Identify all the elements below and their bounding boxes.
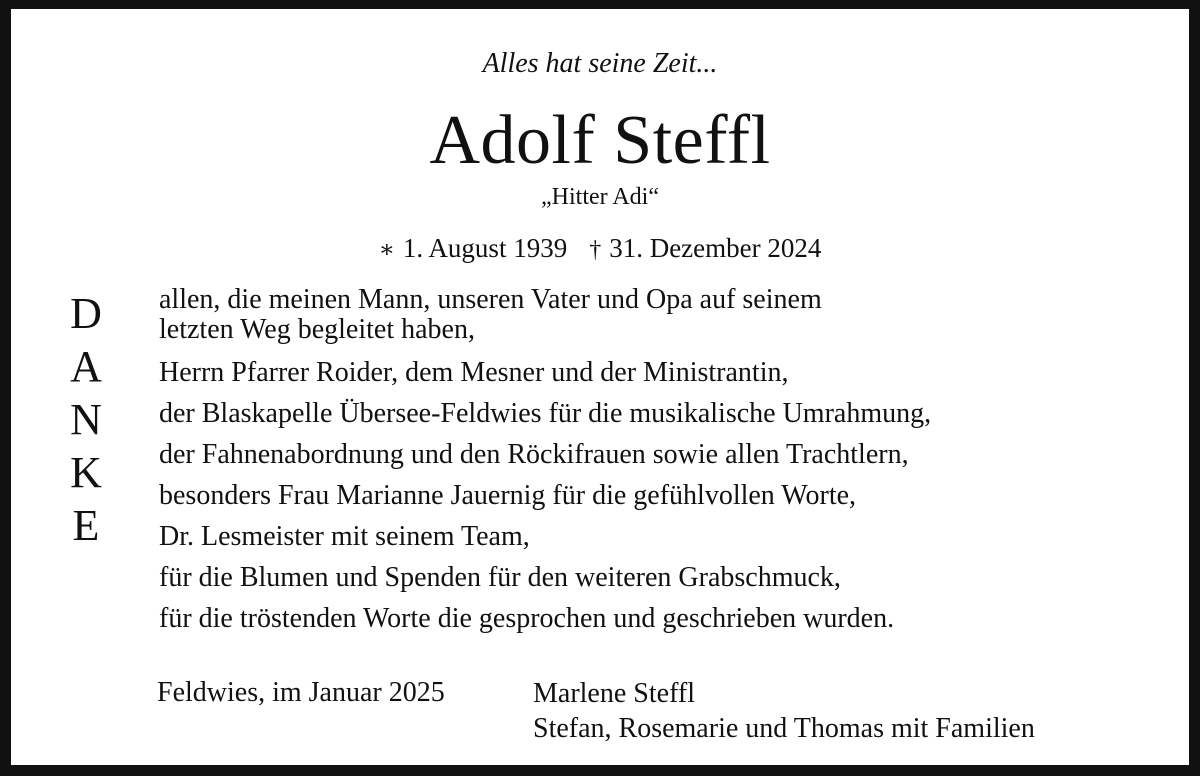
danke-letter: A: [70, 342, 102, 391]
danke-letter: N: [70, 395, 102, 444]
life-dates: [11, 231, 1189, 267]
thanks-line: allen, die meinen Mann, unseren Vater und Opa auf seinem: [159, 284, 822, 315]
signers: [533, 676, 1035, 746]
thanks-line: besonders Frau Marianne Jauernig für die gefühlvollen Worte,: [159, 480, 857, 511]
deceased-name: Adolf Steffl: [429, 102, 771, 179]
thanks-line: Herrn Pfarrer Roider, dem Mesner und der Ministrantin,: [159, 357, 789, 388]
thanks-line: letzten Weg begleitet haben,: [159, 314, 475, 345]
place-date: Feldwies, im Januar 2025: [157, 677, 445, 708]
danke-vertical: [61, 287, 111, 552]
death-cross-icon: †: [589, 237, 602, 263]
motto: Alles hat seine Zeit...: [482, 48, 718, 79]
danke-letter: K: [70, 448, 102, 497]
thanks-line: der Blaskapelle Übersee-Feldwies für die musikalische Umrahmung,: [159, 398, 932, 429]
thanks-line: für die Blumen und Spenden für den weiteren Grabschmuck,: [159, 562, 841, 593]
signer-line: Stefan, Rosemarie und Thomas mit Familien: [533, 713, 1035, 744]
signer-line: Marlene Steffl: [533, 678, 695, 709]
thanks-line: Dr. Lesmeister mit seinem Team,: [159, 521, 530, 552]
birth-star-icon: ∗: [378, 237, 395, 263]
danke-letter: E: [72, 501, 100, 550]
thanks-line: für die tröstenden Worte die gesprochen und geschrieben wurden.: [159, 603, 895, 634]
nickname: „Hitter Adi“: [541, 184, 659, 210]
thanks-text: [159, 285, 1169, 639]
thanks-line: der Fahnenabordnung und den Röckifrauen sowie allen Trachtlern,: [159, 439, 909, 470]
danke-letter: D: [70, 289, 102, 338]
death-date: 31. Dezember 2024: [609, 233, 822, 263]
birth-date: 1. August 1939: [402, 233, 568, 263]
